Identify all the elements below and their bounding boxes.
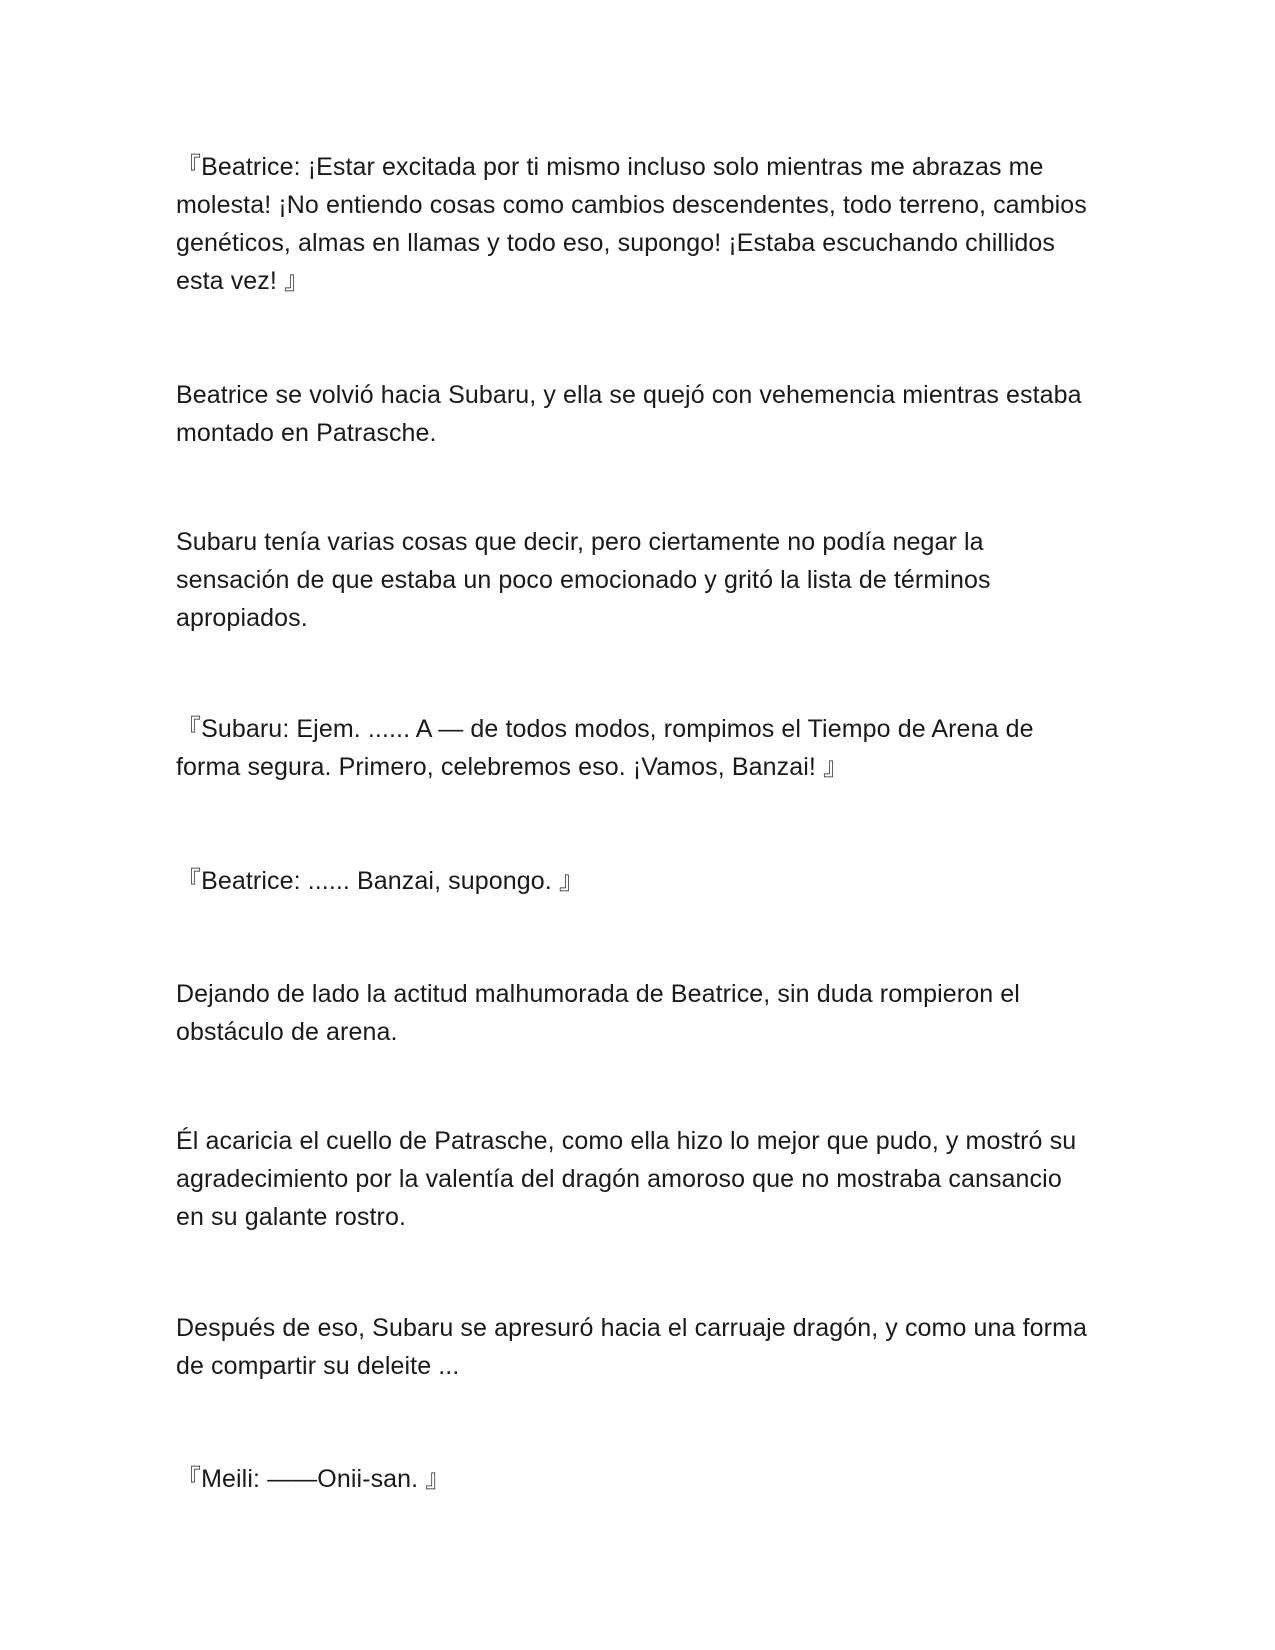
narration-paragraph: Subaru tenía varias cosas que decir, pero ciertamente no podía negar la sensación de que estaba un poco emocionado y gritó la lista de términos apropiados.: [176, 528, 991, 632]
dialogue-paragraph: 『Beatrice: ...... Banzai, supongo. 』: [176, 867, 584, 895]
narration-paragraph: Después de eso, Subaru se apresuró hacia el carruaje dragón, y como una forma de compartir su deleite ...: [176, 1314, 1087, 1380]
narration-paragraph: Beatrice se volvió hacia Subaru, y ella se quejó con vehemencia mientras estaba montado en Patrasche.: [176, 381, 1082, 447]
dialogue-paragraph: 『Meili: ——Onii-san. 』: [176, 1465, 451, 1493]
dialogue-paragraph: 『Subaru: Ejem. ...... A — de todos modos, rompimos el Tiempo de Arena de forma segura. Primero, celebremos eso. ¡Vamos, Banzai! 』: [176, 715, 1034, 781]
narration-paragraph: Él acaricia el cuello de Patrasche, como ella hizo lo mejor que pudo, y mostró su agradecimiento por la valentía del dragón amoroso que no mostraba cansancio en su galante rostro.: [176, 1127, 1077, 1231]
narration-paragraph: Dejando de lado la actitud malhumorada de Beatrice, sin duda rompieron el obstáculo de arena.: [176, 980, 1020, 1046]
dialogue-paragraph: 『Beatrice: ¡Estar excitada por ti mismo incluso solo mientras me abrazas me molesta! ¡No entiendo cosas como cambios descendentes, todo terreno, cambios genéticos, almas en llamas y todo eso, supongo! ¡Estaba escuchando chillidos esta vez! 』: [176, 153, 1087, 295]
